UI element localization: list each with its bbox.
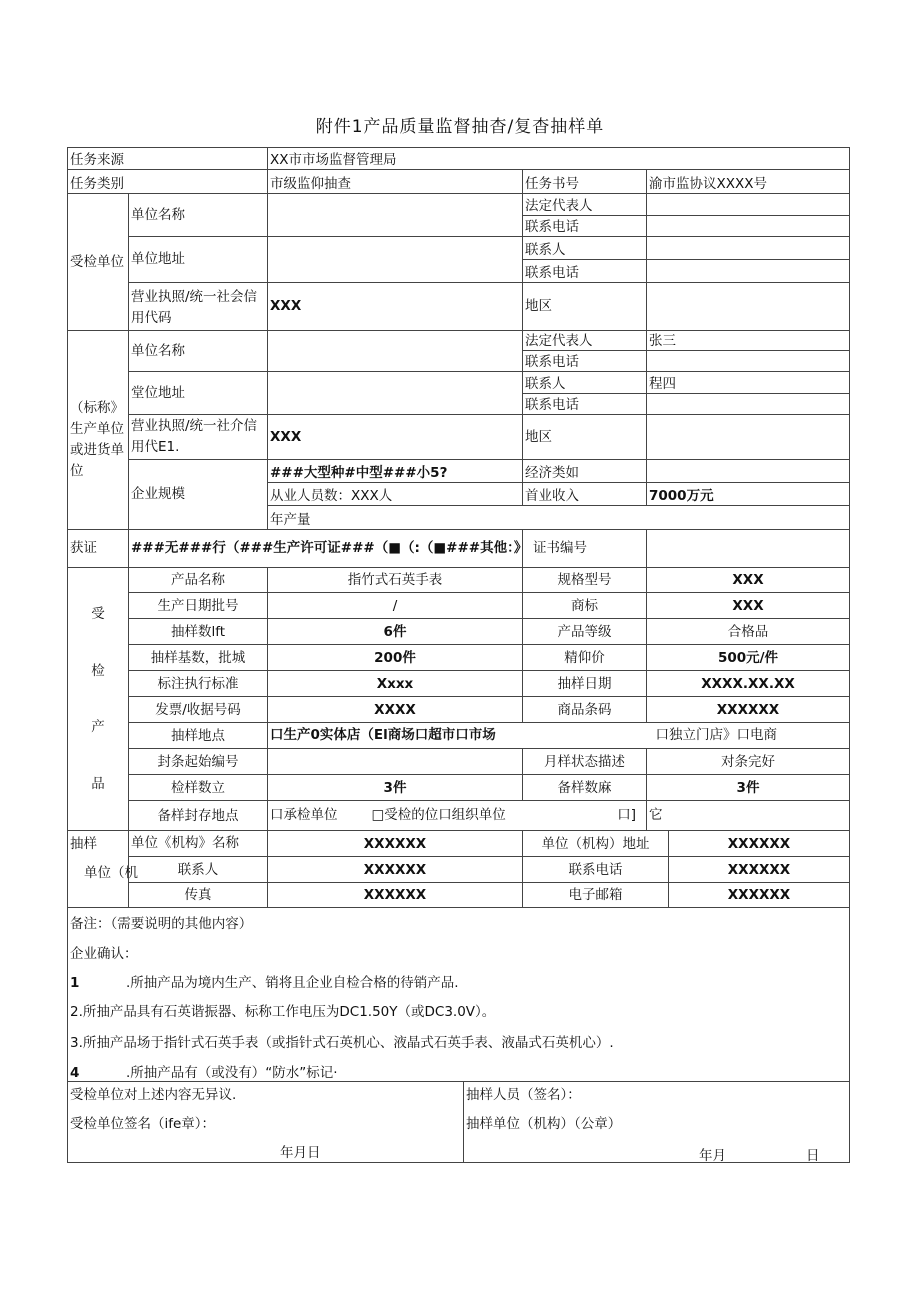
product-barcode-label: 商品条码 <box>522 696 647 723</box>
product-price-label: 精仰价 <box>522 644 647 671</box>
inspected-legal-rep-value <box>646 193 850 216</box>
product-group-char-3: 产 <box>91 719 105 736</box>
product-date-value: / <box>267 592 523 619</box>
product-group <box>67 567 129 831</box>
sampler-address-value: XXXXXX <box>668 830 850 857</box>
product-barcode-value: XXXXXX <box>646 696 850 723</box>
producer-economy-label: 经济类如 <box>522 459 647 483</box>
product-state-value: 对条完好 <box>646 748 850 775</box>
producer-phone2-value <box>646 393 850 415</box>
producer-license-value: XXX <box>267 414 523 460</box>
product-spec-label: 规格型号 <box>522 567 647 593</box>
product-base-value: 200件 <box>267 644 523 671</box>
inspected-phone-label: 联系电话 <box>522 215 647 237</box>
notes-item-1: .所抽产品为境内生产、销将且企业自检合格的待销产品. <box>126 975 459 991</box>
product-grade-label: 产品等级 <box>522 618 647 645</box>
inspected-phone-value <box>646 215 850 237</box>
product-store-label: 备样封存地点 <box>128 800 268 831</box>
product-standard-label: 标注执行标准 <box>128 670 268 697</box>
task-book-value: 渝市监协议XXXX号 <box>646 169 850 194</box>
notes-confirm: 企业确认： <box>70 946 138 962</box>
cert-label: 获证 <box>67 529 129 568</box>
producer-economy-value <box>646 459 850 483</box>
producer-phone-value <box>646 350 850 372</box>
product-group-char-2: 检 <box>91 662 105 679</box>
producer-name-label: 单位名称 <box>128 330 268 372</box>
product-grade-value: 合格品 <box>646 618 850 645</box>
inspected-phone2-value <box>646 259 850 283</box>
sampler-fax-value: XXXXXX <box>267 882 523 908</box>
product-store-options <box>267 800 647 831</box>
inspected-region-label: 地区 <box>522 282 647 331</box>
product-sample-date-value: XXXX.XX.XX <box>646 670 850 697</box>
sampler-signature-line-1: 抽样人员（签名）： <box>466 1087 581 1103</box>
product-store-option-c: 口] <box>617 807 636 823</box>
product-qty-value: 6件 <box>267 618 523 645</box>
producer-income-value: 7000万元 <box>646 482 850 506</box>
task-source-value: XX市市场监督管理局 <box>267 147 850 170</box>
sampler-group <box>67 830 138 908</box>
producer-name-value <box>267 330 523 372</box>
sampler-email-label: 电子邮箱 <box>522 882 669 908</box>
producer-region-label: 地区 <box>522 414 647 460</box>
product-place-options-a: 口生产0实体店（El商场口超市口市场 <box>270 727 496 743</box>
notes-item-4: .所抽产品有（或没有）“防水”标记· <box>126 1065 338 1081</box>
inspected-signature-date: 年月日 <box>280 1145 321 1161</box>
page-title: 附件1产品质量监督抽杳/复杳抽样单 <box>315 117 605 137</box>
producer-phone2-label: 联系电话 <box>522 393 647 415</box>
inspected-address-value <box>267 236 523 283</box>
producer-output-label: 年产量 <box>267 505 850 530</box>
product-seal-label: 封条起始编号 <box>128 748 268 775</box>
producer-legal-rep-value: 张三 <box>646 330 850 351</box>
product-name-label: 产品名称 <box>128 567 268 593</box>
product-store-option-d: 它 <box>646 800 850 831</box>
sampler-group-line-1: 抽样 <box>70 836 97 852</box>
product-sample-date-label: 抽样日期 <box>522 670 647 697</box>
inspected-legal-rep-label: 法定代表人 <box>522 193 647 216</box>
product-base-label: 抽样基数，批城 <box>128 644 268 671</box>
sampler-signature-date-a: 年月 <box>699 1148 726 1164</box>
product-name-value: 指竹式石英手表 <box>267 567 523 593</box>
inspected-name-value <box>267 193 523 237</box>
inspected-phone2-label: 联系电话 <box>522 259 647 283</box>
inspected-contact-value <box>646 236 850 260</box>
inspected-signature-line-2: 受检单位签名（ife章）： <box>70 1116 216 1132</box>
producer-license-label: 营业执照/统一社介信用代E1. <box>128 414 268 460</box>
cert-number-value <box>646 529 850 568</box>
inspected-address-label: 单位地址 <box>128 236 268 283</box>
product-place-label: 抽样地点 <box>128 722 268 749</box>
inspected-signature <box>67 1081 464 1163</box>
producer-group: （标称》生产单位或进货单位 <box>67 330 129 530</box>
task-source-label: 任务来源 <box>67 147 268 170</box>
product-backup-qty-value: 3件 <box>646 774 850 801</box>
sampler-email-value: XXXXXX <box>668 882 850 908</box>
inspected-name-label: 单位名称 <box>128 193 268 237</box>
task-type-value: 市级监仰抽查 <box>267 169 523 194</box>
product-price-value: 500元/件 <box>646 644 850 671</box>
product-brand-label: 商标 <box>522 592 647 619</box>
producer-scale-options: ###大型种#中型###小5? <box>267 459 523 483</box>
sampler-phone-label: 联系电话 <box>522 856 669 883</box>
producer-address-label: 堂位地址 <box>128 371 268 415</box>
product-place-options-b: 口独立门店》口电商 <box>655 727 777 743</box>
product-group-char-1: 受 <box>91 606 105 623</box>
notes-item-2: 2.所抽产品具有石英谐振器、标称工作电压为DC1.50Y（或DC3.0V）。 <box>70 1004 496 1020</box>
sampler-signature <box>463 1081 850 1163</box>
producer-employees: 从业人员数：XXX人 <box>267 482 523 506</box>
producer-phone-label: 联系电话 <box>522 350 647 372</box>
sampler-phone-value: XXXXXX <box>668 856 850 883</box>
sampler-name-value: XXXXXX <box>267 830 523 857</box>
product-check-qty-value: 3件 <box>267 774 523 801</box>
producer-scale-label: 企业规模 <box>128 459 268 530</box>
product-state-label: 月样状态描述 <box>522 748 647 775</box>
product-group-char-4: 品 <box>91 775 105 792</box>
cert-number-label: 证书编号 <box>522 529 647 568</box>
inspected-signature-line-1: 受检单位对上述内容无异议. <box>70 1087 237 1103</box>
notes-item-1-num: 1 <box>70 975 80 991</box>
product-seal-value <box>267 748 523 775</box>
product-place-value <box>267 722 850 749</box>
product-store-option-a: 口承检单位 <box>270 807 338 823</box>
product-invoice-label: 发票/收据号码 <box>128 696 268 723</box>
product-store-option-b: □受检的位口组织单位 <box>371 807 506 823</box>
product-date-label: 生产日期批号 <box>128 592 268 619</box>
cert-options: ###无###行（###生产许可证###（■（:（■###其他：》 <box>128 529 523 568</box>
product-check-qty-label: 检样数立 <box>128 774 268 801</box>
inspected-license-label: 营业执照/统一社会信用代码 <box>128 282 268 331</box>
producer-address-value <box>267 371 523 415</box>
inspected-region-value <box>646 282 850 331</box>
product-standard-value: Xxxx <box>267 670 523 697</box>
inspected-contact-label: 联系人 <box>522 236 647 260</box>
sampler-signature-date-b: 日 <box>806 1148 820 1164</box>
notes-remark: 备注：（需要说明的其他内容） <box>70 916 253 932</box>
product-spec-value: XXX <box>646 567 850 593</box>
product-qty-label: 抽样数lft <box>128 618 268 645</box>
sampler-name-label: 单位《机构》名称 <box>128 830 268 857</box>
sampler-contact-label: 联系人 <box>128 856 268 883</box>
producer-income-label: 首业收入 <box>522 482 647 506</box>
producer-contact-label: 联系人 <box>522 371 647 394</box>
task-type-label: 任务类别 <box>67 169 268 194</box>
inspected-license-value: XXX <box>267 282 523 331</box>
notes-item-3: 3.所抽产品场于指针式石英手表（或指针式石英机心、液晶式石英手表、液晶式石英机心）. <box>70 1035 614 1051</box>
producer-region-value <box>646 414 850 460</box>
product-invoice-value: XXXX <box>267 696 523 723</box>
product-backup-qty-label: 备样数麻 <box>522 774 647 801</box>
sampler-signature-line-2: 抽样单位（机构）（公章） <box>466 1116 622 1132</box>
sampler-group-line-2: 单位（机 <box>84 865 138 881</box>
producer-contact-value: 程四 <box>646 371 850 394</box>
sampler-contact-value: XXXXXX <box>267 856 523 883</box>
sampler-address-label: 单位（机构）地址 <box>522 830 669 857</box>
notes-item-4-num: 4 <box>70 1065 80 1081</box>
sampler-fax-label: 传真 <box>128 882 268 908</box>
sampling-form <box>68 148 850 1163</box>
task-book-label: 任务书号 <box>522 169 647 194</box>
producer-legal-rep-label: 法定代表人 <box>522 330 647 351</box>
notes-block <box>67 907 850 1082</box>
product-brand-value: XXX <box>646 592 850 619</box>
inspected-unit-group: 受检单位 <box>67 193 129 331</box>
